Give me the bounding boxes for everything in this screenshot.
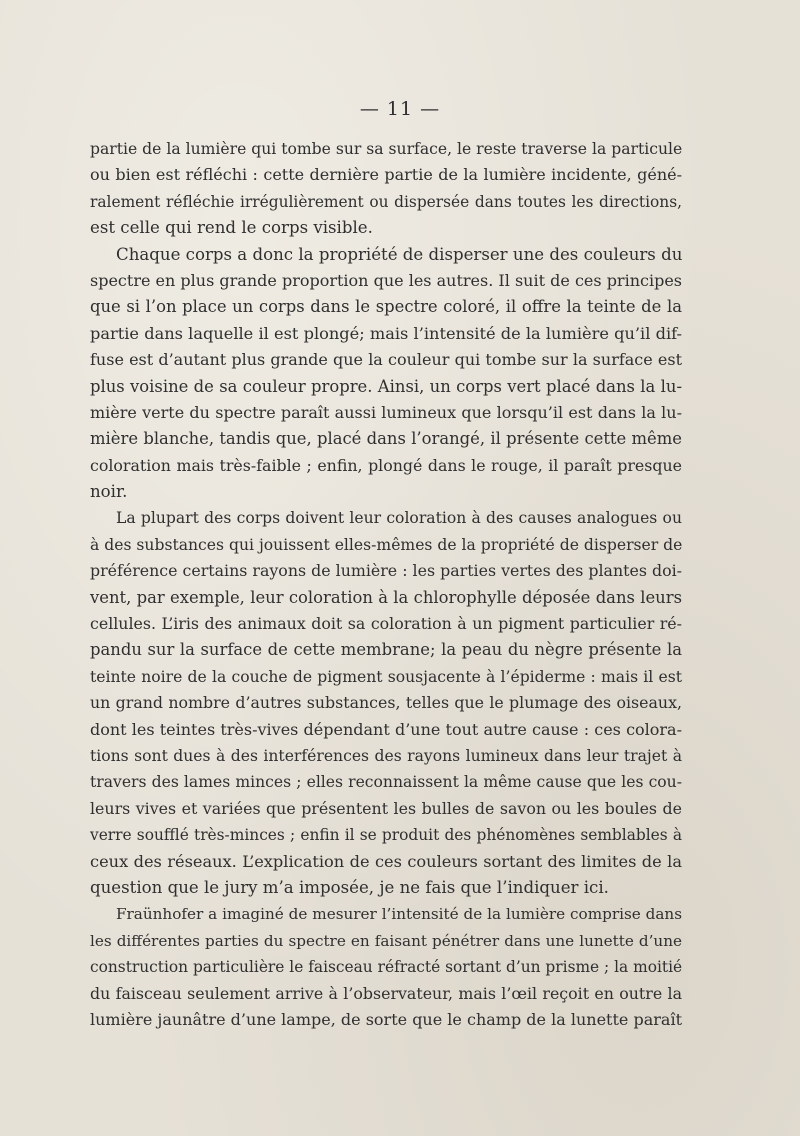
- text-line: partie dans laquelle il est plongé; mais l’intensité de la lumière qu’il dif-: [90, 323, 682, 343]
- text-line: La plupart des corps doivent leur coloration à des causes analogues ou: [116, 509, 682, 528]
- text-line: ceux des réseaux. L’explication de ces couleurs sortant des limites de la: [90, 851, 682, 871]
- text-line: vent, par exemple, leur coloration à la chlorophylle déposée dans leurs: [90, 587, 682, 607]
- text-line: cellules. L’iris des animaux doit sa coloration à un pigment particulier ré-: [90, 614, 682, 634]
- text-line: coloration mais très-faible ; enfin, plongé dans le rouge, il paraît presque: [90, 455, 682, 475]
- text-line: dont les teintes très-vives dépendant d’une tout autre cause : ces colora-: [90, 719, 682, 739]
- text-line: travers des lames minces ; elles reconnaissent la même cause que les cou-: [90, 773, 682, 792]
- text-line: mière verte du spectre paraît aussi lumineux que lorsqu’il est dans la lu-: [90, 402, 682, 422]
- text-line: préférence certains rayons de lumière : les parties vertes des plantes doi-: [90, 561, 682, 581]
- text-line: Fraünhofer a imaginé de mesurer l’intensité de la lumière comprise dans: [116, 905, 682, 924]
- text-line: Chaque corps a donc la propriété de disperser une des couleurs du: [116, 244, 683, 264]
- text-line: pandu sur la surface de cette membrane; la peau du nègre présente la: [90, 640, 682, 660]
- text-line: teinte noire de la couche de pigment sousjacente à l’épiderme : mais il est: [90, 667, 682, 686]
- text-line: tions sont dues à des interférences des rayons lumineux dans leur trajet à: [90, 746, 682, 765]
- text-line: plus voisine de sa couleur propre. Ainsi, un corps vert placé dans la lu-: [90, 376, 682, 396]
- text-line: un grand nombre d’autres substances, telles que le plumage des oiseaux,: [90, 693, 682, 713]
- text-line: les différentes parties du spectre en faisant pénétrer dans une lunette d’une: [90, 931, 682, 950]
- text-line: spectre en plus grande proportion que les autres. Il suit de ces principes: [90, 270, 682, 290]
- text-line: partie de la lumière qui tombe sur sa surface, le reste traverse la particule: [90, 140, 683, 158]
- body-text: [90, 136, 682, 1033]
- text-line: est celle qui rend le corps visible.: [90, 218, 373, 238]
- text-line: question que le jury m’a imposée, je ne fais que l’indiquer ici.: [90, 877, 609, 897]
- text-line: construction particulière le faisceau réfracté sortant d’un prisme ; la moitié: [90, 958, 683, 977]
- text-line: mière blanche, tandis que, placé dans l’orangé, il présente cette même: [90, 429, 682, 449]
- text-line: ou bien est réfléchi : cette dernière partie de la lumière incidente, géné-: [90, 165, 682, 185]
- text-line: que si l’on place un corps dans le spectre coloré, il offre la teinte de la: [90, 297, 682, 317]
- text-line: lumière jaunâtre d’une lampe, de sorte que le champ de la lunette paraît: [90, 1009, 682, 1029]
- page-number: — 11 —: [359, 98, 441, 120]
- text-line: leurs vives et variées que présentent les bulles de savon ou les boules de: [90, 798, 682, 818]
- text-line: ralement réfléchie irrégulièrement ou dispersée dans toutes les directions,: [90, 192, 682, 211]
- text-line: verre soufflé très-minces ; enfin il se produit des phénomènes semblables à: [90, 826, 682, 845]
- text-line: à des substances qui jouissent elles-mêmes de la propriété de disperser de: [90, 535, 683, 554]
- text-line: noir.: [90, 482, 128, 502]
- text-line: du faisceau seulement arrive à l’observateur, mais l’œil reçoit en outre la: [90, 983, 682, 1003]
- text-line: fuse est d’autant plus grande que la couleur qui tombe sur la surface est: [90, 350, 682, 370]
